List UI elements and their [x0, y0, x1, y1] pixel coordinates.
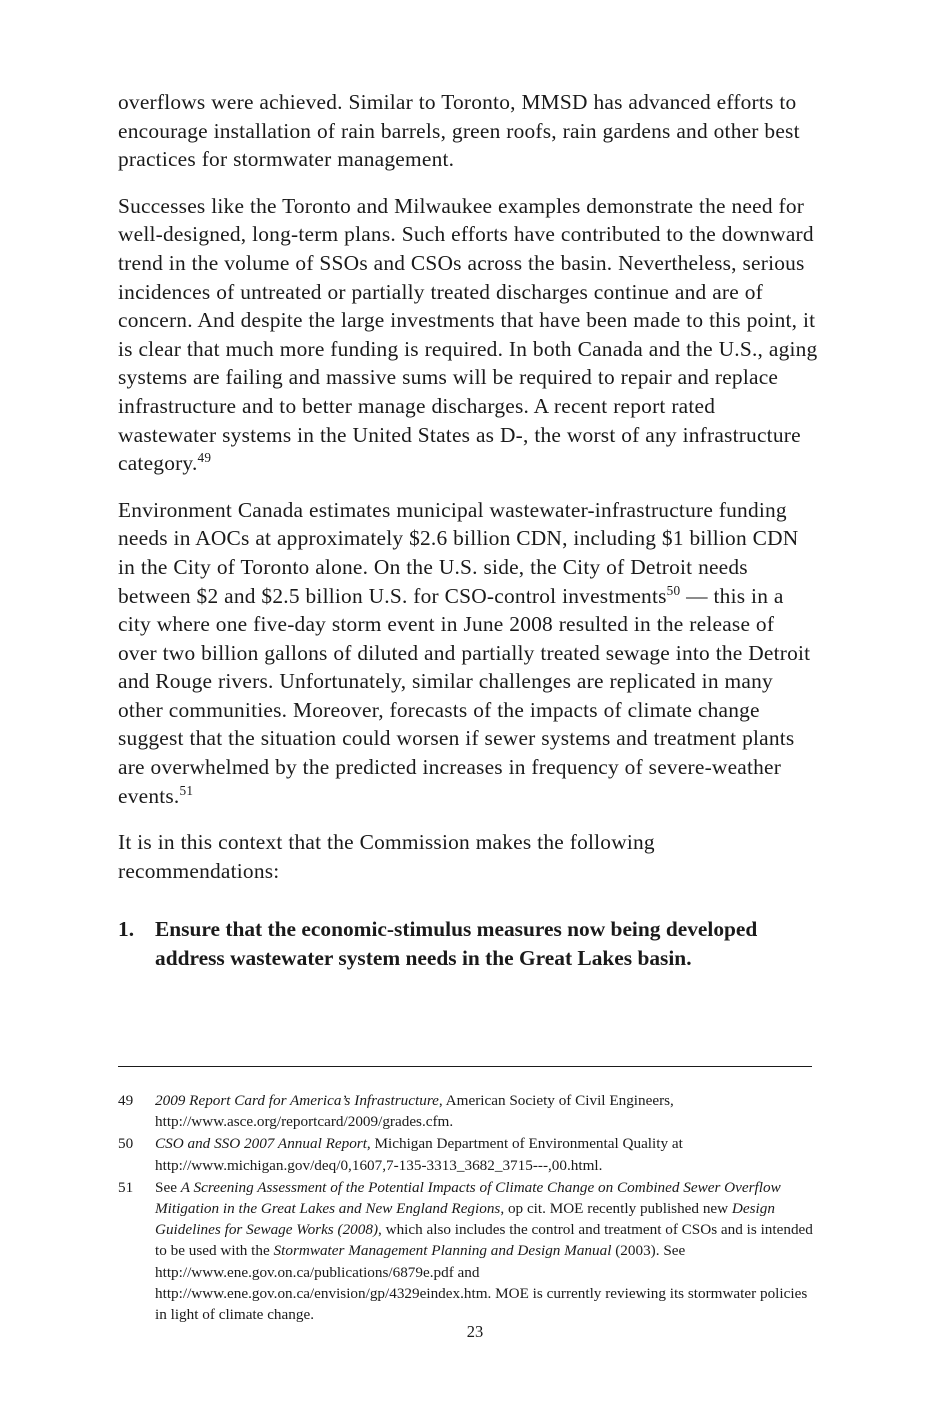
footnote-51	[118, 1177, 818, 1325]
footnote-49	[118, 1090, 818, 1132]
paragraph-environment-canada-text-part1: Environment Canada estimates municipal wastewater-infrastructure funding needs in AOCs at approximately $2.6 billion CDN, including $1 billion CDN in the City of Toronto alone. On the U.S. side, the City of Detroit needs between $2 and $2.5 billion U.S. for CSO-control investments	[118, 497, 799, 608]
footnote-separator-rule	[118, 1066, 812, 1067]
paragraph-context	[118, 828, 818, 885]
footnote-51-seg5: , which also includes the control and treatment of CSOs and is intended to be used with the	[155, 1221, 813, 1260]
footnote-49-number: 49	[118, 1092, 134, 1109]
footnote-51-seg3: , op cit. MOE recently published new	[500, 1200, 732, 1218]
paragraph-overflows	[118, 88, 818, 174]
footnote-51-title-stormwater-manual: Stormwater Management Planning and Design Manual	[273, 1242, 612, 1260]
footnote-49-title: 2009 Report Card for America’s Infrastructure	[155, 1092, 439, 1109]
footnote-51-seg7: (2003). See http://www.ene.gov.on.ca/publications/6879e.pdf and http://www.ene.gov.on.ca/envision/gp/4329eindex.htm. MOE is currently reviewing its stormwater policies in light of climate change.	[155, 1242, 808, 1324]
footnote-51-title-design-guidelines: Design Guidelines for Sewage Works (2008)	[155, 1200, 775, 1239]
recommendation-text-1: Ensure that the economic-stimulus measures now being developed address wastewater system needs in the Great Lakes basin.	[155, 917, 758, 971]
paragraph-overflows-text: overflows were achieved. Similar to Toronto, MMSD has advanced efforts to encourage installation of rain barrels, green roofs, rain gardens and other best practices for stormwater management.	[118, 90, 800, 172]
footnote-49-rest: , American Society of Civil Engineers, http://www.asce.org/reportcard/2009/grades.cfm.	[155, 1092, 674, 1131]
footnote-50-number: 50	[118, 1135, 134, 1153]
paragraph-context-text: It is in this context that the Commission makes the following recommendations:	[118, 830, 655, 883]
footnote-50-rest: , Michigan Department of Environmental Quality at http://www.michigan.gov/deq/0,1607,7-135-3313_3682_3715---,00.html.	[155, 1135, 683, 1174]
footnote-50-title: CSO and SSO 2007 Annual Report	[155, 1135, 367, 1153]
footnote-51-title-screening-assessment: A Screening Assessment of the Potential Impacts of Climate Change on Combined Sewer Overflow Mitigation in the Great Lakes and New England Regions	[155, 1178, 781, 1218]
footnote-51-number: 51	[118, 1178, 134, 1196]
paragraph-environment-canada	[118, 496, 818, 811]
recommendation-number-1: 1.	[118, 917, 135, 942]
footnote-50	[118, 1133, 818, 1175]
paragraph-environment-canada-text-part2: — this in a city where one five-day storm event in June 2008 resulted in the release of over two billion gallons of diluted and partially treated sewage into the Detroit and Rouge rivers. Unfortunately, similar challenges are replicated in many other communities. Moreover, forecasts of the impacts of climate change suggest that the situation could worsen if sewer systems and treatment plants are overwhelmed by the predicted increases in frequency of severe-weather events.	[118, 583, 811, 808]
paragraph-successes-text: Successes like the Toronto and Milwaukee examples demonstrate the need for well-designed, long-term plans. Such efforts have contributed to the downward trend in the volume of SSOs and CSOs across the basin. Nevertheless, serious incidences of untreated or partially treated discharges continue and are of concern. And despite the large investments that have been made to this point, it is clear that much more funding is required. In both Canada and the U.S., aging systems are failing and massive sums will be required to repair and replace infrastructure and to better manage discharges. A recent report rated wastewater systems in the United States as D-, the worst of any infrastructure category.	[118, 193, 818, 476]
footnote-reference-50[interactable]: 50	[666, 582, 681, 598]
footnote-50-body	[155, 1133, 818, 1175]
body-text-column	[118, 88, 818, 973]
page-number: 23	[466, 1322, 484, 1341]
footnote-reference-51[interactable]: 51	[179, 782, 194, 798]
footnote-49-body	[155, 1090, 818, 1132]
recommendation-item-1	[118, 915, 818, 972]
footnote-51-body	[155, 1177, 818, 1325]
footnote-reference-49[interactable]: 49	[197, 450, 212, 465]
paragraph-successes	[118, 192, 818, 478]
footnotes-section	[118, 1090, 818, 1326]
footnote-51-seg1: See	[155, 1178, 181, 1196]
